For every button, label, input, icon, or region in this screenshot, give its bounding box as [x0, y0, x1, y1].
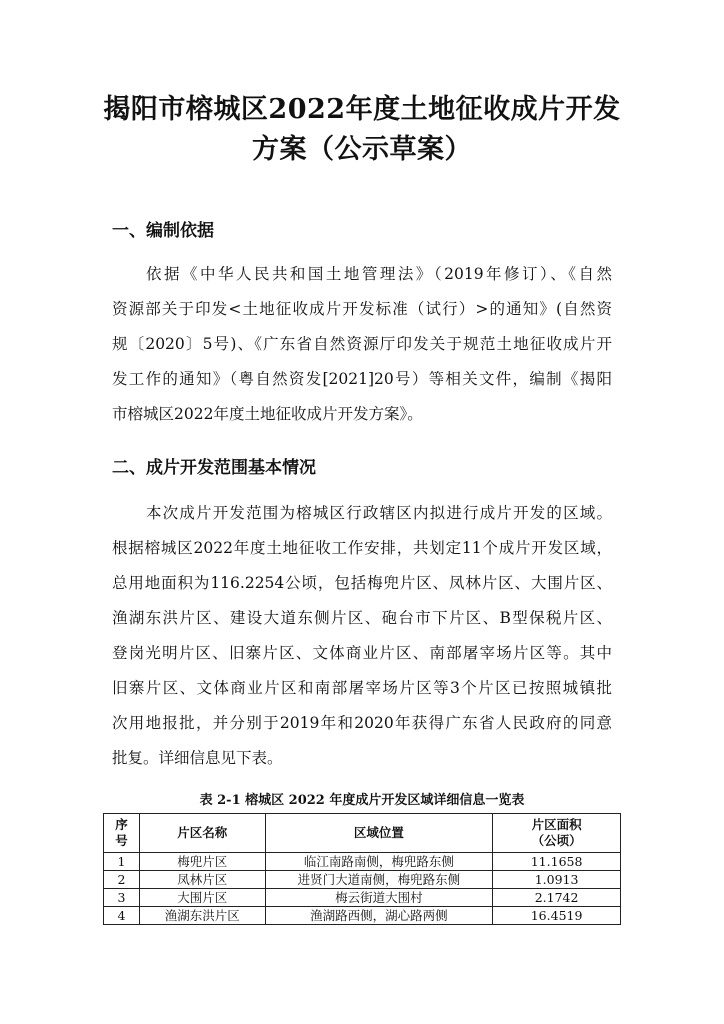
paragraph-line: 依据《中华人民共和国土地管理法》（2019年修订）、《自然	[146, 265, 612, 283]
paragraph-line: 渔湖东洪片区、建设大道东侧片区、砲台市下片区、B型保税片区、	[112, 609, 612, 627]
table-row	[104, 853, 621, 871]
section-1-heading: 一、编制依据	[112, 221, 214, 241]
paragraph-line: 根据榕城区2022年度土地征收工作安排，共划定11个成片开发区域，	[112, 539, 612, 557]
cell-location: 临江南路南侧，梅兜路东侧	[265, 853, 493, 871]
header-area-line-1: 片区面积	[531, 817, 582, 832]
cell-seq: 1	[104, 853, 140, 871]
cell-seq: 4	[104, 907, 140, 925]
document-title-line-2: 方案（公示草案）	[252, 134, 472, 165]
cell-name: 渔湖东洪片区	[139, 907, 265, 925]
table-header-row	[104, 814, 621, 853]
header-seq	[104, 814, 140, 853]
header-name: 片区名称	[139, 814, 265, 853]
header-seq-line-2: 号	[115, 833, 128, 848]
table-row	[104, 907, 621, 925]
header-seq-line-1: 序	[115, 817, 128, 832]
paragraph-line: 次用地报批，并分别于2019年和2020年获得广东省人民政府的同意	[112, 714, 612, 732]
cell-location: 梅云街道大围村	[265, 889, 493, 907]
paragraph-line: 市榕城区2022年度土地征收成片开发方案》。	[112, 405, 423, 423]
cell-name: 梅兜片区	[139, 853, 265, 871]
paragraph-line: 旧寨片区、文体商业片区和南部屠宰场片区等3个片区已按照城镇批	[112, 679, 612, 697]
header-area-line-2: （公顷）	[531, 833, 582, 848]
cell-name: 大围片区	[139, 889, 265, 907]
paragraph-line: 资源部关于印发<土地征收成片开发标准（试行）>的通知》(自然资	[112, 300, 612, 318]
paragraph-line: 发工作的通知》（粤自然资发[2021]20号）等相关文件，编制《揭阳	[112, 370, 613, 388]
table-row	[104, 871, 621, 889]
paragraph-line: 总用地面积为116.2254公顷，包括梅兜片区、凤林片区、大围片区、	[112, 574, 612, 592]
cell-area: 11.1658	[493, 853, 621, 871]
cell-location: 进贤门大道南侧，梅兜路东侧	[265, 871, 493, 889]
header-area	[493, 814, 621, 853]
cell-location: 渔湖路西侧，湖心路两侧	[265, 907, 493, 925]
paragraph-line: 本次成片开发范围为榕城区行政辖区内拟进行成片开发的区域。	[146, 504, 612, 522]
cell-seq: 2	[104, 871, 140, 889]
section-2-heading: 二、成片开发范围基本情况	[112, 458, 316, 478]
table-row	[104, 889, 621, 907]
paragraph-line: 批复。详细信息见下表。	[112, 749, 283, 767]
cell-area: 2.1742	[493, 889, 621, 907]
table-caption: 表 2-1 榕城区 2022 年度成片开发区域详细信息一览表	[199, 793, 525, 808]
document-title-line-1: 揭阳市榕城区2022年度土地征收成片开发	[103, 94, 621, 125]
cell-seq: 3	[104, 889, 140, 907]
paragraph-line: 规〔2020〕5号)、《广东省自然资源厅印发关于规范土地征收成片开	[112, 335, 612, 353]
development-area-table	[103, 813, 621, 925]
cell-area: 1.0913	[493, 871, 621, 889]
cell-name: 凤林片区	[139, 871, 265, 889]
paragraph-line: 登岗光明片区、旧寨片区、文体商业片区、南部屠宰场片区等。其中	[112, 644, 612, 662]
header-location: 区域位置	[265, 814, 493, 853]
cell-area: 16.4519	[493, 907, 621, 925]
